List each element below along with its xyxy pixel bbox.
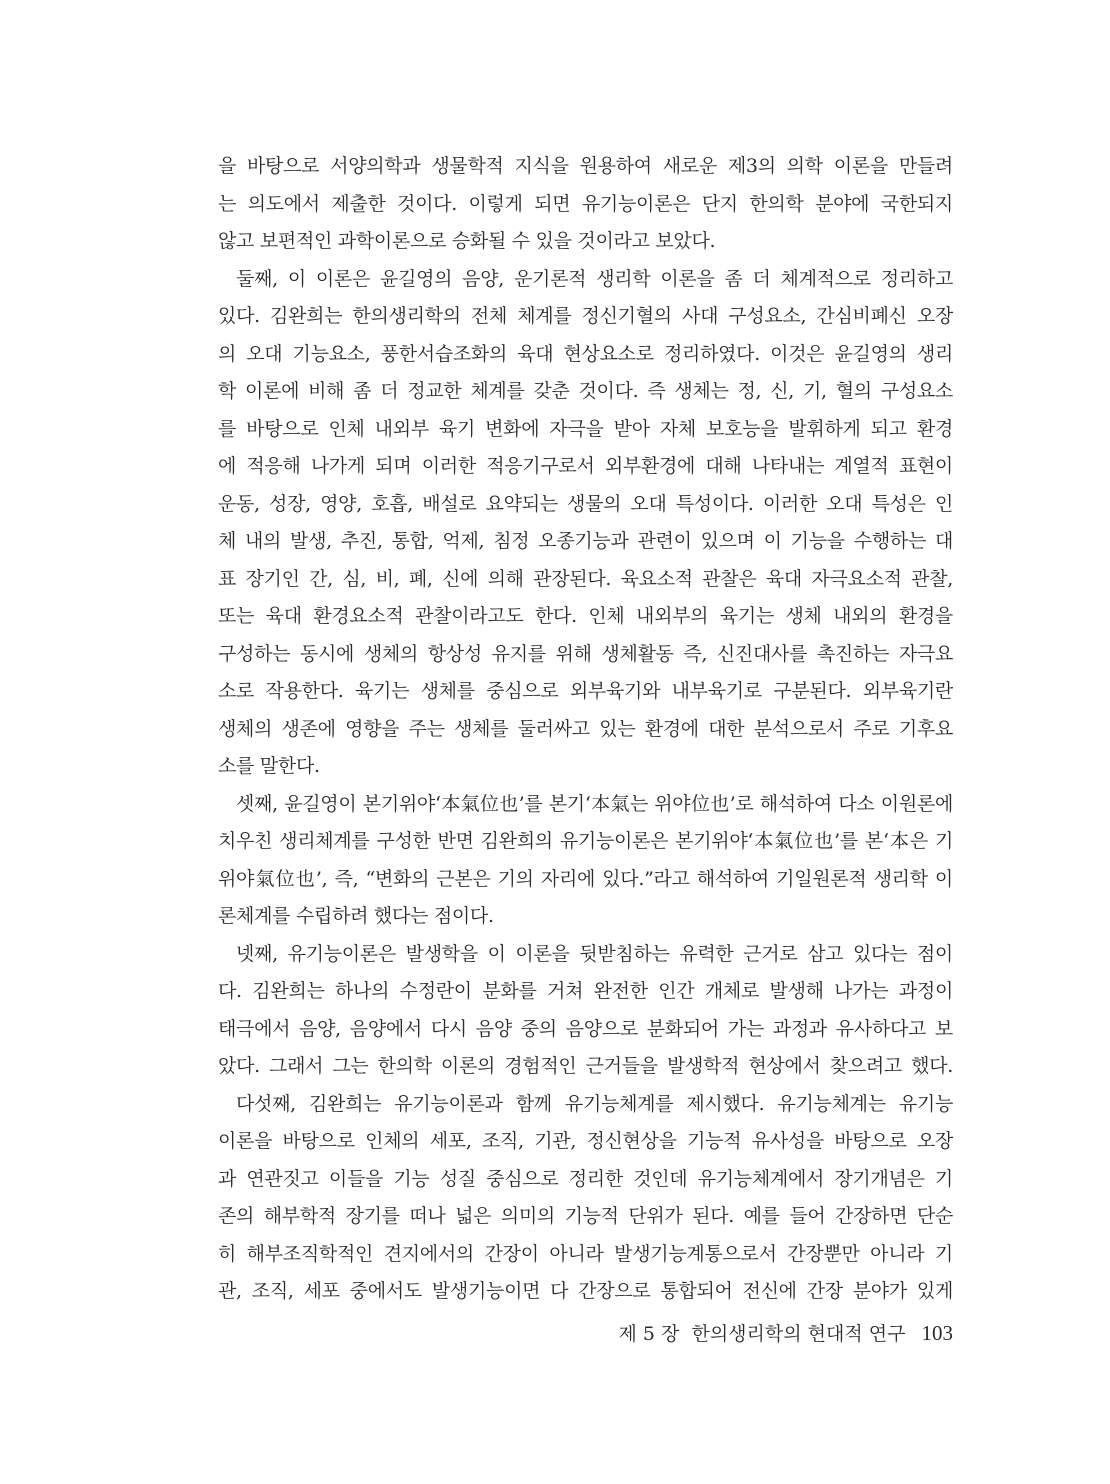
text-line: 넷째, 유기능이론은 발생학을 이 이론을 뒷받침하는 유력한 근거로 삼고 있다는 점이	[236, 942, 953, 965]
text-line: 또는 육대 환경요소적 관찰이라고도 한다. 인체 내외부의 육기는 생체 내외의 환경을	[218, 605, 953, 627]
text-line: 체 내의 발생, 추진, 통합, 억제, 침정 오종기능과 관련이 있으며 이 기능을 수행하는 대	[218, 530, 953, 552]
text-line: 학 이론에 비해 좀 더 정교한 체계를 갖춘 것이다. 즉 생체는 정, 신, 기, 혈의 구성요소	[218, 380, 953, 402]
text-line: 을 바탕으로 서양의학과 생물학적 지식을 원용하여 새로운 제3의 의학 이론을 만들려	[218, 155, 953, 177]
text-line: 존의 해부학적 장기를 떠나 넓은 의미의 기능적 단위가 된다. 예를 들어 간장하면 단순	[218, 1205, 953, 1227]
running-footer	[619, 1318, 953, 1349]
page-body	[218, 148, 953, 1311]
text-line: 를 바탕으로 인체 내외부 육기 변화에 자극을 받아 자체 보호능을 발휘하게 되고 환경	[218, 417, 953, 440]
text-line: 둘째, 이 이론은 윤길영의 음양, 운기론적 생리학 이론을 좀 더 체계적으로 정리하고	[236, 267, 953, 290]
text-line: 운동, 성장, 영양, 호흡, 배설로 요약되는 생물의 오대 특성이다. 이러한 오대 특성은 인	[218, 492, 953, 515]
text-line: 았다. 그래서 그는 한의학 이론의 경험적인 근거들을 발생학적 현상에서 찾으려고 했다.	[218, 1055, 953, 1077]
text-line: 구성하는 동시에 생체의 항상성 유지를 위해 생체활동 즉, 신진대사를 촉진하는 자극요	[218, 642, 953, 665]
text-line: 이론을 바탕으로 인체의 세포, 조직, 기관, 정신현상을 기능적 유사성을 바탕으로 오장	[218, 1130, 953, 1152]
text-line: 론체계를 수립하려 했다는 점이다.	[218, 905, 494, 927]
text-line: 의 오대 기능요소, 풍한서습조화의 육대 현상요소로 정리하였다. 이것은 윤길영의 생리	[218, 342, 953, 365]
text-line: 다. 김완희는 하나의 수정란이 분화를 거쳐 완전한 인간 개체로 발생해 나가는 과정이	[218, 980, 953, 1002]
text-line: 소를 말한다.	[218, 755, 320, 777]
text-line: 태극에서 음양, 음양에서 다시 음양 중의 음양으로 분화되어 가는 과정과 유사하다고 보	[218, 1017, 953, 1040]
text-line: 표 장기인 간, 심, 비, 폐, 신에 의해 관장된다. 육요소적 관찰은 육대 자극요소적 관찰,	[218, 567, 953, 590]
text-line: 생체의 생존에 영향을 주는 생체를 둘러싸고 있는 환경에 대한 분석으로서 주로 기후요	[218, 717, 953, 740]
text-line: 관, 조직, 세포 중에서도 발생기능이면 다 간장으로 통합되어 전신에 간장 분야가 있게	[218, 1280, 953, 1302]
text-line: 다섯째, 김완희는 유기능이론과 함께 유기능체계를 제시했다. 유기능체계는 유기능	[236, 1092, 953, 1115]
footer-title: 한의생리학의 현대적 연구	[691, 1323, 906, 1345]
text-line: 위야氣位也’, 즉, “변화의 근본은 기의 자리에 있다.”라고 해석하여 기일원론적 생리학 이	[218, 867, 953, 890]
text-line: 치우친 생리체계를 구성한 반면 김완희의 유기능이론은 본기위야‘本氣位也’를 본‘本은 기	[218, 830, 953, 852]
text-line: 않고 보편적인 과학이론으로 승화될 수 있을 것이라고 보았다.	[218, 230, 716, 252]
page-number: 103	[921, 1321, 953, 1345]
text-line: 셋째, 윤길영이 본기위야‘本氣位也’를 본기‘本氣는 위야位也’로 해석하여 다소 이원론에	[236, 792, 953, 815]
text-line: 소로 작용한다. 육기는 생체를 중심으로 외부육기와 내부육기로 구분된다. 외부육기란	[218, 680, 953, 702]
text-line: 에 적응해 나가게 되며 이러한 적응기구로서 외부환경에 대해 나타내는 계열적 표현이	[218, 455, 953, 477]
text-line: 과 연관짓고 이들을 기능 성질 중심으로 정리한 것인데 유기능체계에서 장기개념은 기	[218, 1167, 953, 1190]
text-line: 히 해부조직학적인 견지에서의 간장이 아니라 발생기능계통으로서 간장뿐만 아니라 기	[218, 1242, 953, 1265]
text-line: 는 의도에서 제출한 것이다. 이렇게 되면 유기능이론은 단지 한의학 분야에 국한되지	[218, 192, 953, 215]
text-line: 있다. 김완희는 한의생리학의 전체 체계를 정신기혈의 사대 구성요소, 간심비폐신 오장	[218, 305, 953, 327]
footer-chapter: 제 5 장	[618, 1323, 680, 1345]
